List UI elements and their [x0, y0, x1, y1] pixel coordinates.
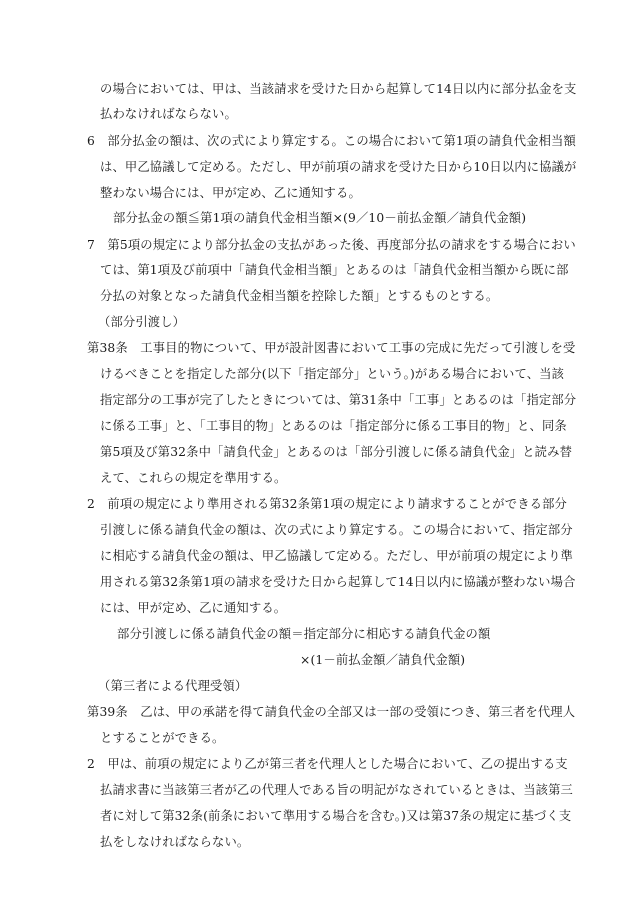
text-line: とすることができる。	[100, 731, 225, 745]
text-line: 6 部分払金の額は、次の式により算定する。この場合において第1項の請負代金相当額	[87, 134, 576, 148]
text-line: に相応する請負代金の額は、甲乙協議して定める。ただし、甲が前項の規定により準	[100, 549, 573, 563]
formula-line: 部分払金の額≦第1項の請負代金相当額×(9／10－前払金額／請負代金額)	[113, 211, 527, 225]
text-line: けるべきことを指定した部分(以下「指定部分」という。)がある場合において、当該	[100, 367, 565, 381]
text-line: ては、第1項及び前項中「請負代金相当額」とあるのは「請負代金相当額から既に部	[100, 263, 569, 277]
text-line: 7 第5項の規定により部分払金の支払があった後、再度部分払の請求をする場合におい	[87, 238, 576, 252]
text-line: 払わなければならない。	[100, 107, 237, 121]
text-line: 指定部分の工事が完了したときについては、第31条中「工事」とあるのは「指定部分	[100, 393, 577, 407]
section-heading: （部分引渡し）	[98, 315, 186, 329]
text-line: に係る工事」と、「工事目的物」とあるのは「指定部分に係る工事目的物」と、同条	[100, 419, 567, 433]
text-line: 払をしなければならない。	[100, 835, 250, 849]
text-line: 引渡しに係る請負代金の額は、次の式により算定する。この場合において、指定部分	[100, 523, 573, 537]
text-line: 第5項及び第32条中「請負代金」とあるのは「部分引渡しに係る請負代金」と読み替	[100, 445, 573, 459]
formula-line: ×(1－前払金額／請負代金額)	[300, 653, 466, 667]
text-line: 2 甲は、前項の規定により乙が第三者を代理人とした場合において、乙の提出する支	[87, 757, 568, 771]
formula-line: 部分引渡しに係る請負代金の額＝指定部分に相応する請負代金の額	[117, 627, 491, 641]
text-line: えて、これらの規定を準用する。	[100, 471, 287, 485]
text-line: 整わない場合には、甲が定め、乙に通知する。	[100, 186, 361, 200]
text-line: 分払の対象となった請負代金相当額を控除した額」とするものとする。	[100, 289, 499, 303]
text-line: 用される第32条第1項の請求を受けた日から起算して14日以内に協議が整わない場合	[100, 575, 576, 589]
section-heading: （第三者による代理受領）	[98, 679, 248, 693]
text-line: 払請求書に当該第三者が乙の代理人である旨の明記がなされているときは、当該第三	[100, 783, 573, 797]
article-line: 第38条 工事目的物について、甲が設計図書において工事の完成に先だって引渡しを受	[87, 341, 576, 355]
text-line: 2 前項の規定により準用される第32条第1項の規定により請求することができる部分	[87, 497, 567, 511]
text-line: 者に対して第32条(前条において準用する場合を含む。)又は第37条の規定に基づく支	[100, 809, 572, 823]
text-line: は、甲乙協議して定める。ただし、甲が前項の請求を受けた日から10日以内に協議が	[100, 160, 577, 174]
text-line: には、甲が定め、乙に通知する。	[100, 601, 287, 615]
article-line: 第39条 乙は、甲の承諾を得て請負代金の全部又は一部の受領につき、第三者を代理人	[87, 705, 576, 719]
text-line: の場合においては、甲は、当該請求を受けた日から起算して14日以内に部分払金を支	[100, 82, 577, 96]
